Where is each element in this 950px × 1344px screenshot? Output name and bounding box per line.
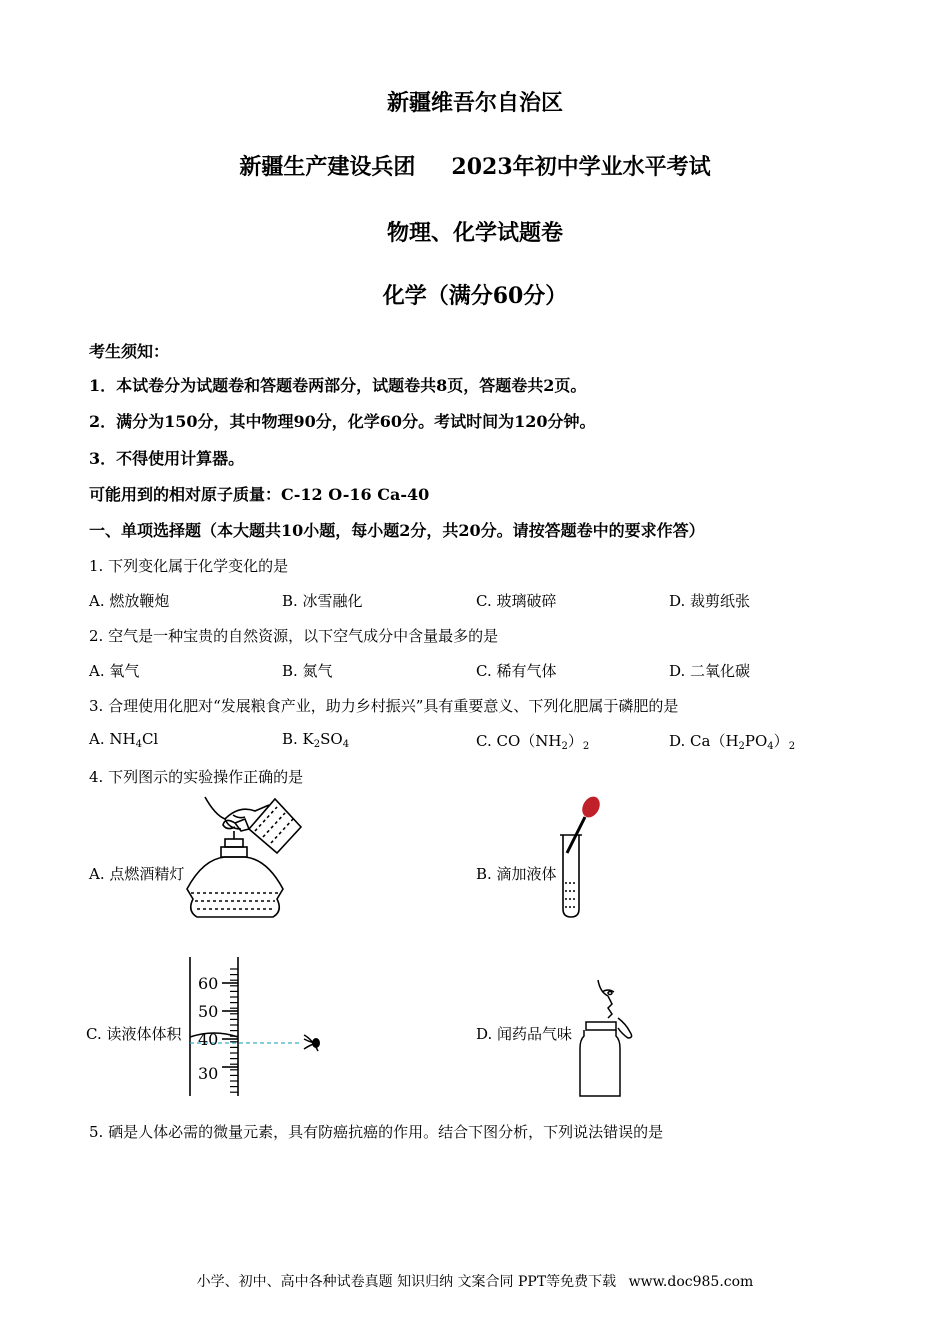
formula-part: Cl <box>141 730 159 748</box>
formula-part: D. Ca（H <box>669 732 739 750</box>
question-1-option-d: D. 裁剪纸张 <box>669 592 751 610</box>
notice-item: 1．本试卷分为试题卷和答题卷两部分，试题卷共8页，答题卷共2页。 <box>89 376 587 395</box>
alcohol-lamp-figure <box>185 795 305 923</box>
formula-part: A. NH <box>89 730 136 748</box>
formula-subscript: 2 <box>561 741 568 752</box>
dropper-figure <box>555 795 605 920</box>
question-3-option-b <box>282 730 349 750</box>
formula-subscript: 2 <box>738 741 745 752</box>
question-4-option-c: C. 读液体体积 <box>86 1025 182 1043</box>
header-line-1: 新疆维吾尔自治区 <box>386 90 563 116</box>
formula-part: C. CO（NH <box>476 732 562 750</box>
question-1-stem: 1. 下列变化属于化学变化的是 <box>89 557 289 575</box>
formula-part: ） <box>567 732 583 750</box>
question-4-stem: 4. 下列图示的实验操作正确的是 <box>89 768 304 786</box>
question-3-option-a <box>89 730 158 750</box>
header-line-2-left: 新疆生产建设兵团 <box>239 154 416 180</box>
question-4-option-d: D. 闻药品气味 <box>476 1025 573 1043</box>
pipette-bulb-icon <box>579 795 603 820</box>
question-4-option-a: A. 点燃酒精灯 <box>89 865 185 883</box>
notice-heading: 考生须知： <box>89 342 170 361</box>
formula-subscript: 4 <box>342 739 350 750</box>
formula-subscript: 2 <box>788 741 796 752</box>
header-line-3: 物理、化学试题卷 <box>386 220 563 246</box>
question-2-option-a: A. 氧气 <box>89 662 140 680</box>
atomic-mass-line: 可能用到的相对原子质量：C-12 O-16 Ca-40 <box>89 485 430 504</box>
question-1-option-c: C. 玻璃破碎 <box>476 592 557 610</box>
header-line-4: 化学（满分60分） <box>382 283 568 309</box>
footer-url[interactable]: www.doc985.com <box>628 1274 754 1290</box>
formula-subscript: 4 <box>767 741 774 752</box>
question-3-option-c <box>476 730 589 752</box>
notice-item: 3．不得使用计算器。 <box>89 449 245 468</box>
footer-text: 小学、初中、高中各种试卷真题 知识归纳 文案合同 PPT等免费下载 <box>196 1274 617 1290</box>
question-1-option-b: B. 冰雪融化 <box>282 592 363 610</box>
scale-label: 30 <box>198 1064 219 1083</box>
scale-label: 40 <box>198 1030 219 1049</box>
graduated-cylinder-figure <box>188 955 333 1098</box>
question-2-option-c: C. 稀有气体 <box>476 662 557 680</box>
question-5-stem: 5. 硒是人体必需的微量元素，具有防癌抗癌的作用。结合下图分析，下列说法错误的是 <box>89 1123 664 1141</box>
scale-label: 60 <box>198 974 219 993</box>
formula-subscript: 2 <box>582 741 590 752</box>
formula-subscript: 4 <box>135 739 142 750</box>
question-2-option-d: D. 二氧化碳 <box>669 662 751 680</box>
question-3-option-d <box>669 730 795 752</box>
question-3-stem: 3. 合理使用化肥对“发展粮食产业，助力乡村振兴”具有重要意义、下列化肥属于磷肥的是 <box>89 697 679 715</box>
section-1-heading: 一、单项选择题（本大题共10小题，每小题2分，共20分。请按答题卷中的要求作答） <box>89 521 705 540</box>
formula-subscript: 2 <box>313 739 321 750</box>
question-2-option-b: B. 氮气 <box>282 662 333 680</box>
formula-part: PO <box>744 732 768 750</box>
reagent-bottle-figure <box>578 978 638 1100</box>
notice-item: 2．满分为150分，其中物理90分，化学60分。考试时间为120分钟。 <box>89 412 596 431</box>
question-1-option-a: A. 燃放鞭炮 <box>89 592 170 610</box>
header-line-2-right: 2023年初中学业水平考试 <box>451 154 711 180</box>
question-4-option-b: B. 滴加液体 <box>476 865 557 883</box>
formula-part: ） <box>773 732 789 750</box>
question-2-stem: 2. 空气是一种宝贵的自然资源，以下空气成分中含量最多的是 <box>89 627 499 645</box>
formula-part: SO <box>320 730 343 748</box>
formula-part: B. K <box>282 730 314 748</box>
scale-label: 50 <box>198 1002 219 1021</box>
footer <box>0 1271 950 1291</box>
header-line-2 <box>0 150 950 181</box>
